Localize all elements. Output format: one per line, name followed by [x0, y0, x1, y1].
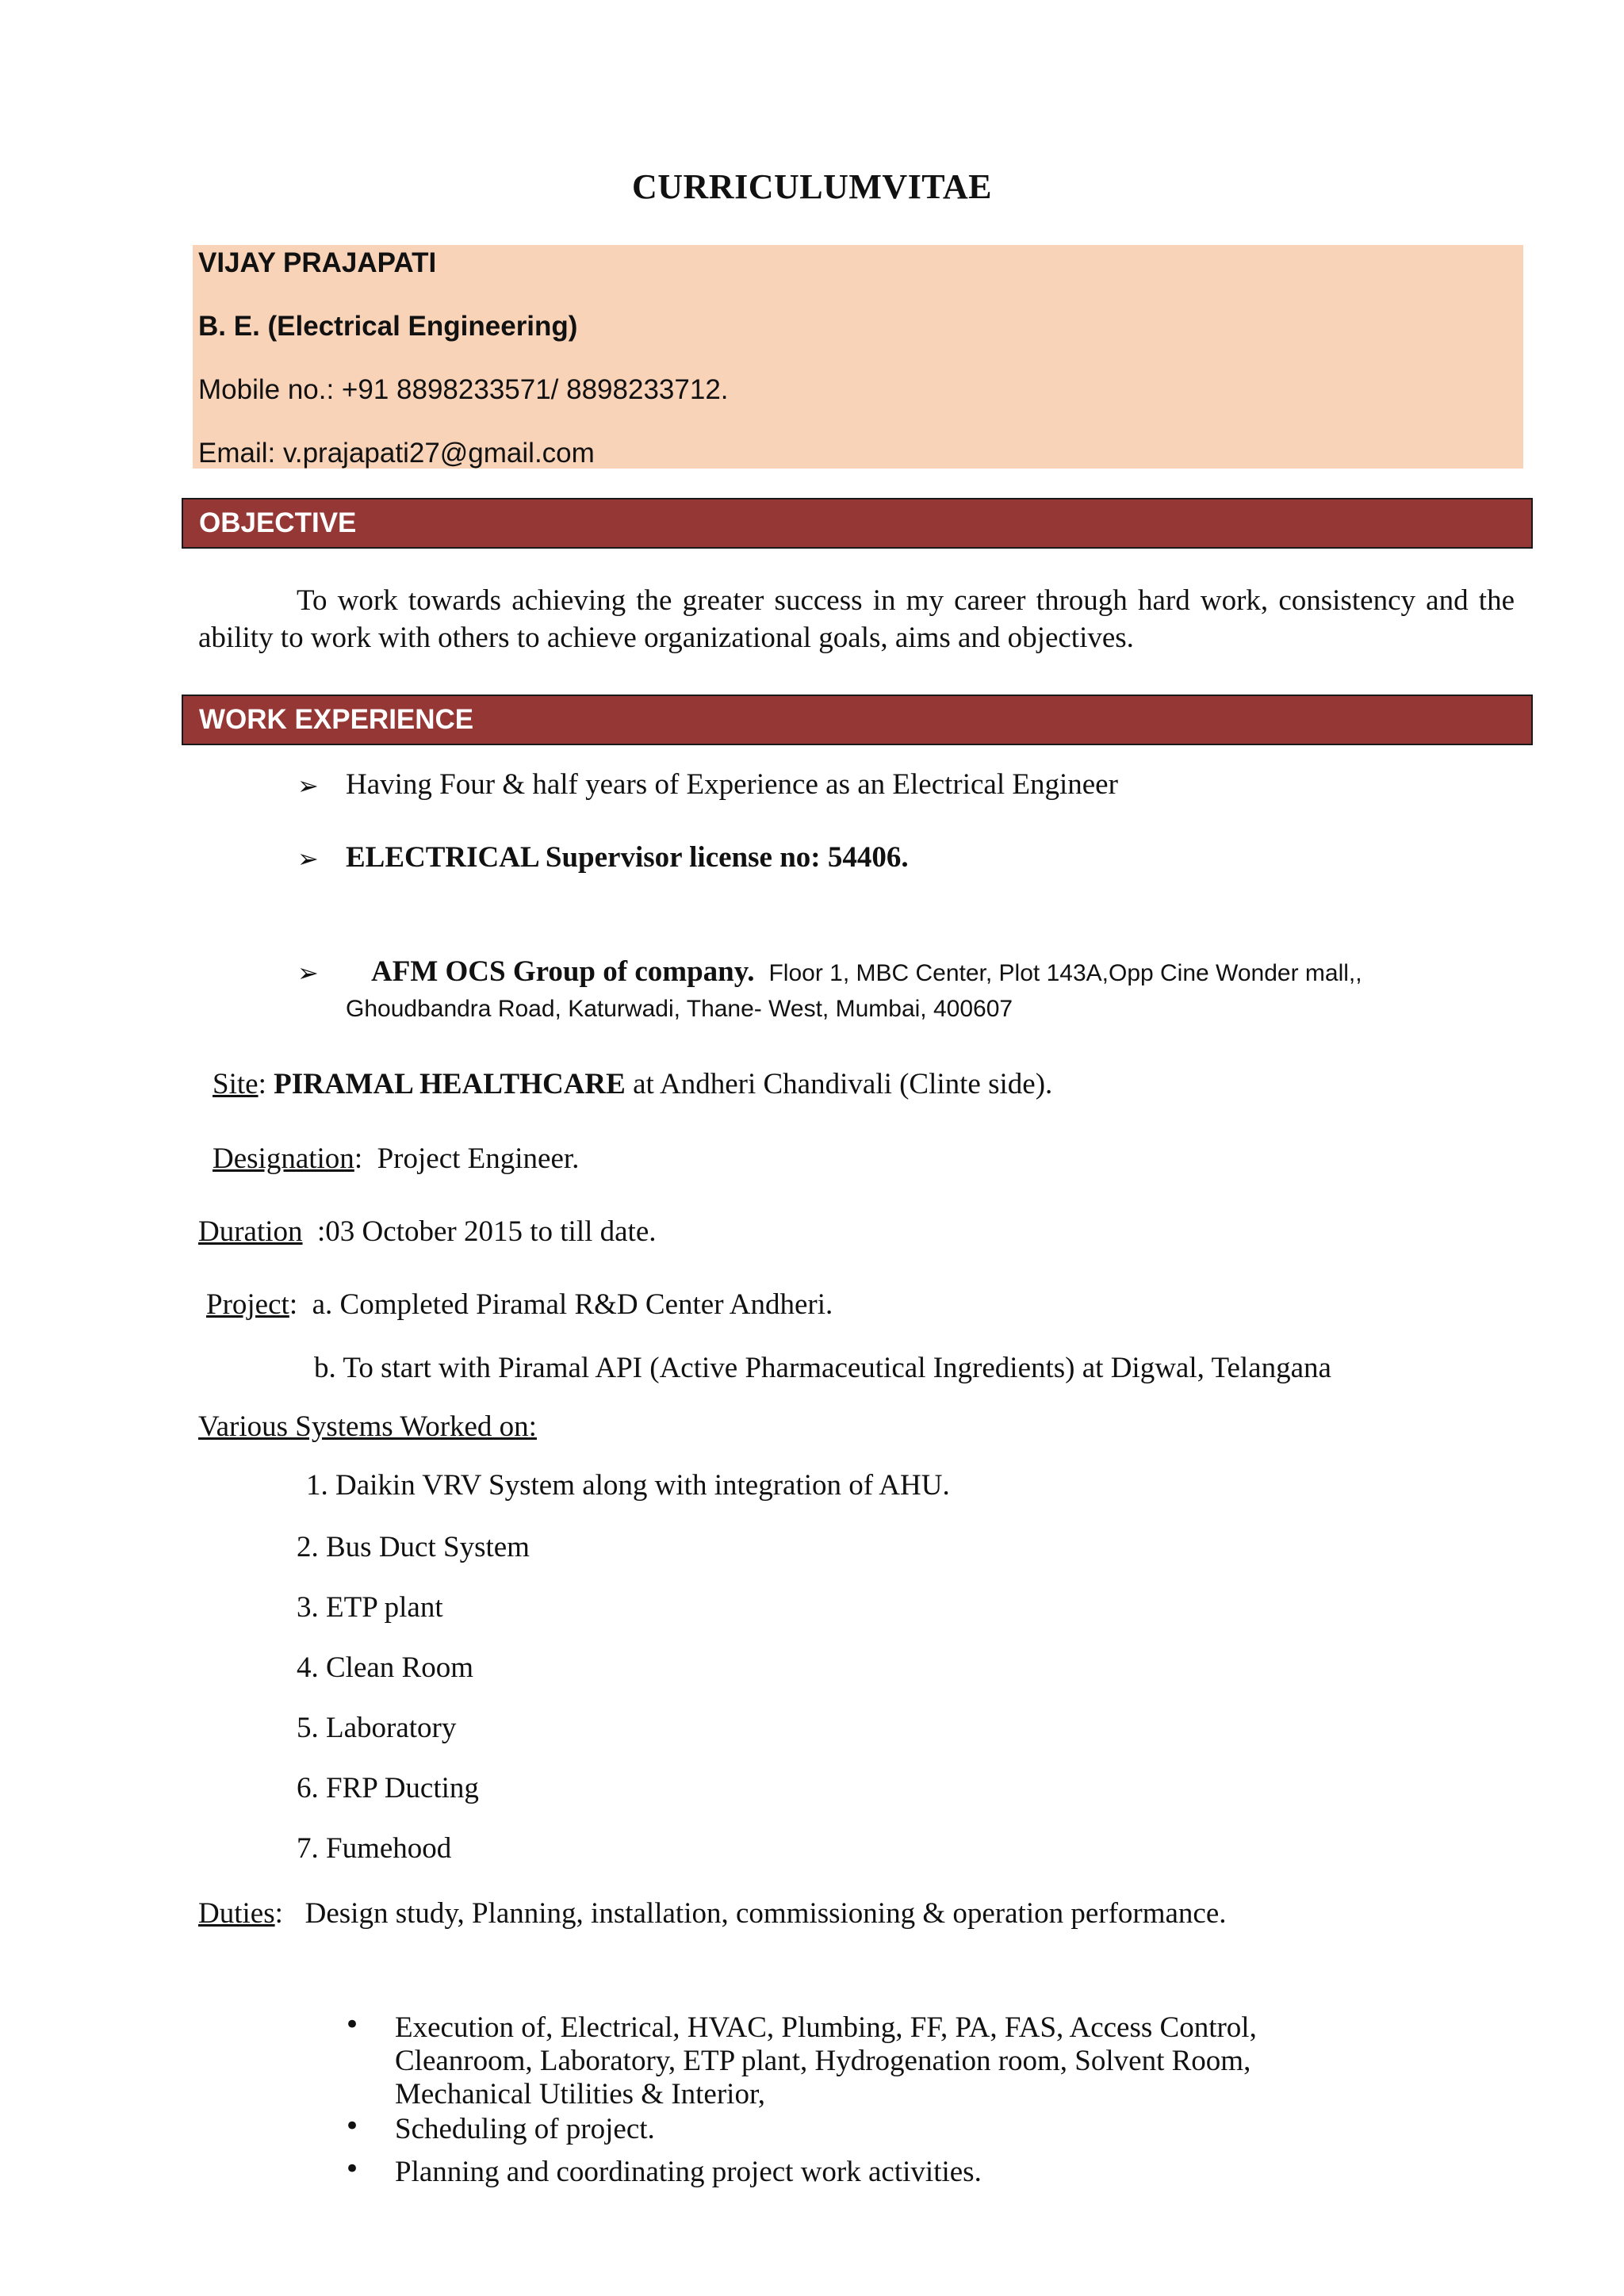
system-item: 4. Clean Room [297, 1651, 474, 1684]
duty-bullet-line: Mechanical Utilities & Interior, [395, 2078, 766, 2110]
candidate-email: Email: v.prajapati27@gmail.com [198, 438, 595, 469]
experience-years: Having Four & half years of Experience as an Electrical Engineer [346, 768, 1118, 801]
system-item: 1. Daikin VRV System along with integration of AHU. [306, 1469, 950, 1502]
site-name: PIRAMAL HEALTHCARE [274, 1068, 626, 1100]
system-item: 2. Bus Duct System [297, 1531, 530, 1563]
arrow-bullet-icon: ➢ [297, 958, 319, 988]
site-line: Site: PIRAMAL HEALTHCARE at Andheri Chandivali (Clinte side). [213, 1068, 1053, 1100]
project-a: a. Completed Piramal R&D Center Andheri. [312, 1288, 833, 1321]
arrow-bullet-icon: ➢ [297, 844, 319, 874]
designation-value: Project Engineer. [377, 1142, 580, 1175]
duration-value: :03 October 2015 to till date. [317, 1215, 657, 1248]
site-label: Site [213, 1068, 259, 1100]
company-name: AFM OCS Group of company. [371, 955, 755, 988]
designation-label: Designation [213, 1142, 354, 1175]
duties-label: Duties [198, 1897, 275, 1930]
arrow-bullet-icon: ➢ [297, 771, 319, 801]
duration-label: Duration [198, 1215, 303, 1248]
candidate-degree: B. E. (Electrical Engineering) [198, 311, 578, 342]
company-line [371, 955, 1362, 989]
duties-value: Design study, Planning, installation, commissioning & operation performance. [304, 1897, 1227, 1930]
duty-bullet-line: Planning and coordinating project work activities. [395, 2156, 982, 2188]
bullet-icon: • [344, 2153, 361, 2185]
bullet-icon: • [344, 2110, 361, 2142]
bullet-icon: • [344, 2009, 361, 2041]
duties-line: Duties: Design study, Planning, installation, commissioning & operation performance. [198, 1897, 1227, 1930]
candidate-name: VIJAY PRAJAPATI [198, 247, 437, 278]
duty-bullet-line: Scheduling of project. [395, 2113, 655, 2145]
objective-text: To work towards achieving the greater success in my career through hard work, consistency and the ability to work with others to achieve organizational goals, aims and objectives. [198, 584, 1515, 654]
company-address-2: Ghoudbandra Road, Katurwadi, Thane- West, Mumbai, 400607 [346, 996, 1013, 1022]
supervisor-license: ELECTRICAL Supervisor license no: 54406. [346, 841, 909, 874]
system-item: 7. Fumehood [297, 1832, 452, 1865]
objective-heading: OBJECTIVE [182, 498, 1533, 549]
work-experience-heading: WORK EXPERIENCE [182, 695, 1533, 745]
system-item: 5. Laboratory [297, 1712, 457, 1744]
system-item: 6. FRP Ducting [297, 1772, 479, 1804]
project-line: Project: a. Completed Piramal R&D Center Andheri. [206, 1288, 833, 1321]
project-b: b. To start with Piramal API (Active Pharmaceutical Ingredients) at Digwal, Telangana [314, 1352, 1331, 1384]
systems-label: Various Systems Worked on: [198, 1410, 537, 1443]
site-detail: at Andheri Chandivali (Clinte side). [633, 1068, 1053, 1100]
designation-line: Designation: Project Engineer. [213, 1142, 580, 1175]
duty-bullet-line: Cleanroom, Laboratory, ETP plant, Hydrogenation room, Solvent Room, [395, 2045, 1251, 2077]
project-label: Project [206, 1288, 289, 1321]
duration-line [198, 1215, 657, 1249]
company-address-1: Floor 1, MBC Center, Plot 143A,Opp Cine Wonder mall,, [768, 960, 1362, 986]
document-title: CURRICULUMVITAE [631, 167, 993, 206]
candidate-mobile: Mobile no.: +91 8898233571/ 8898233712. [198, 374, 729, 405]
system-item: 3. ETP plant [297, 1591, 443, 1624]
duty-bullet-line: Execution of, Electrical, HVAC, Plumbing, FF, PA, FAS, Access Control, [395, 2011, 1257, 2044]
